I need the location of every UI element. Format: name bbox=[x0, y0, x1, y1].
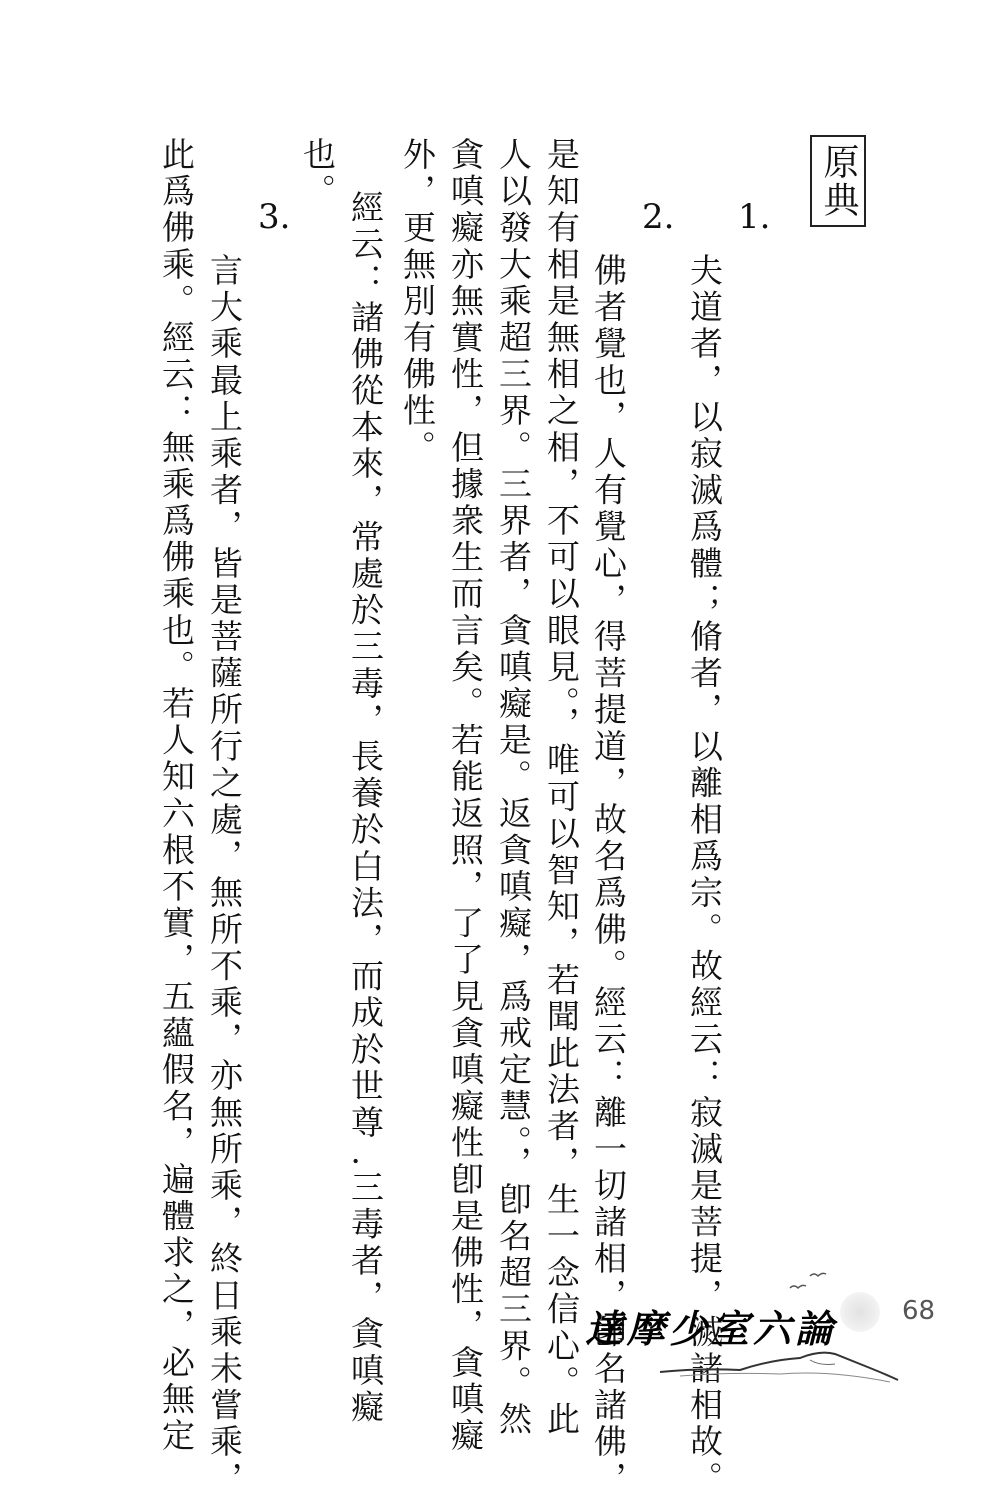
item-number-3: 3. bbox=[258, 197, 291, 237]
text-column: 也。 bbox=[298, 137, 337, 211]
text-column: 是知有相是無相之相，不可以眼見。，唯可以智知，若聞此法者，生一念信心。此 bbox=[542, 137, 581, 1439]
birds-icon bbox=[780, 1268, 840, 1298]
mountain-icon bbox=[660, 1340, 900, 1390]
item-number-2: 2. bbox=[642, 197, 675, 237]
text-column: 人以發大乘超三界。三界者，貪嗔癡是。返貪嗔癡，爲戒定慧。，卽名超三界。然 bbox=[494, 137, 533, 1439]
section-heading: 原典 bbox=[818, 143, 859, 219]
page-number: 68 bbox=[902, 1296, 936, 1326]
sun-icon bbox=[840, 1292, 880, 1332]
text-column: 外，更無別有佛性。 bbox=[398, 137, 437, 467]
text-column: 貪嗔癡亦無實性，但據衆生而言矣。若能返照，了了見貪嗔癡性卽是佛性，貪嗔癡 bbox=[446, 137, 485, 1455]
text-column: 此爲佛乘。經云：無乘爲佛乘也。若人知六根不實，五蘊假名，遍體求之，必無定 bbox=[157, 137, 196, 1455]
text-column: 佛者覺也，人有覺心，得菩提道，故名爲佛。經云：離一切諸相，卽名諸佛， bbox=[589, 253, 628, 1497]
text-column: 經云：諸佛從本來，常處於三毒，長養於白法，而成於世尊 .三毒者，貪嗔癡 bbox=[346, 190, 385, 1426]
item-number-1: 1. bbox=[738, 197, 771, 237]
text-column: 夫道者，以寂滅爲體；脩者，以離相爲宗。故經云：寂滅是菩提，滅諸相故。 bbox=[685, 253, 724, 1497]
book-brand-title: 達摩少室六論 bbox=[585, 1306, 838, 1351]
section-heading-box bbox=[810, 135, 866, 227]
text-column: 言大乘最上乘者，皆是菩薩所行之處，無所不乘，亦無所乘，終日乘未嘗乘， bbox=[205, 253, 244, 1497]
